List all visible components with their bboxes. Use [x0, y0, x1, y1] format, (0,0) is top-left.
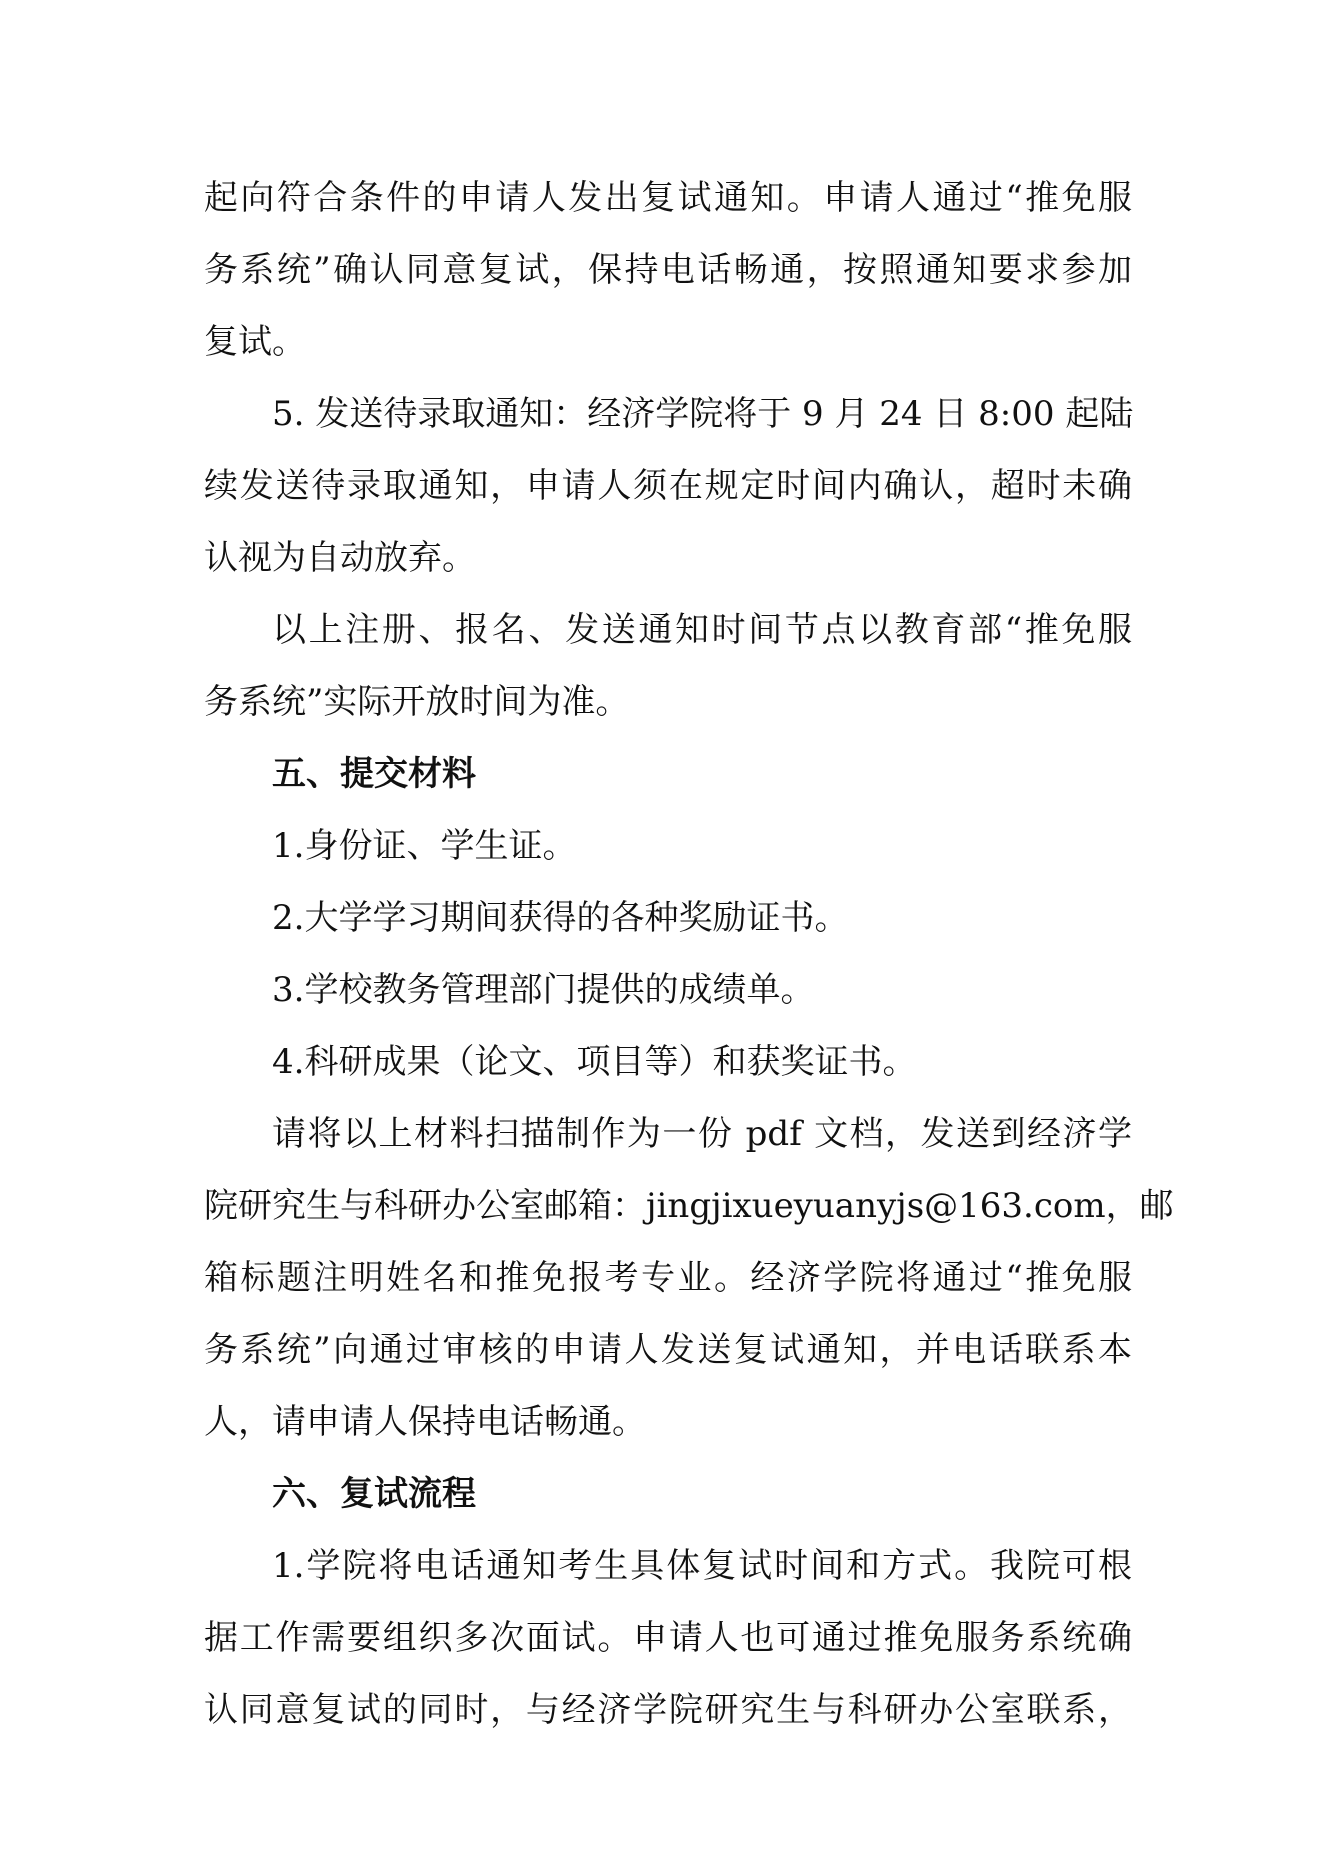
list-item: 1.身份证、学生证。 [272, 826, 577, 866]
paragraph-line: 认同意复试的同时，与经济学院研究生与科研办公室联系， [204, 1690, 1132, 1730]
paragraph-line: 认视为自动放弃。 [204, 538, 476, 578]
paragraph-line: 院研究生与科研办公室邮箱：jingjixueyuanyjs@163.com，邮 [204, 1186, 1174, 1226]
list-item: 4.科研成果（论文、项目等）和获奖证书。 [272, 1042, 917, 1082]
paragraph-line: 据工作需要组织多次面试。申请人也可通过推免服务系统确 [204, 1618, 1132, 1658]
paragraph-line: 5. 发送待录取通知：经济学院将于 9 月 24 日 8:00 起陆 [272, 394, 1134, 434]
paragraph-line: 请将以上材料扫描制作为一份 pdf 文档，发送到经济学 [272, 1114, 1132, 1154]
paragraph-line: 人，请申请人保持电话畅通。 [204, 1402, 646, 1442]
paragraph-line: 起向符合条件的申请人发出复试通知。申请人通过“推免服 [204, 178, 1132, 218]
paragraph-line: 以上注册、报名、发送通知时间节点以教育部“推免服 [272, 610, 1132, 650]
paragraph-line: 续发送待录取通知，申请人须在规定时间内确认，超时未确 [204, 466, 1132, 506]
paragraph-line: 复试。 [204, 322, 306, 362]
paragraph-line: 务系统”确认同意复试，保持电话畅通，按照通知要求参加 [204, 250, 1132, 290]
section-heading: 六、复试流程 [272, 1474, 476, 1514]
document-body [204, 162, 1174, 1746]
list-item: 3.学校教务管理部门提供的成绩单。 [272, 970, 815, 1010]
paragraph-line: 务系统”实际开放时间为准。 [204, 682, 630, 722]
paragraph-line: 箱标题注明姓名和推免报考专业。经济学院将通过“推免服 [204, 1258, 1132, 1298]
paragraph-line: 1.学院将电话通知考生具体复试时间和方式。我院可根 [272, 1546, 1132, 1586]
list-item: 2.大学学习期间获得的各种奖励证书。 [272, 898, 849, 938]
paragraph-line: 务系统”向通过审核的申请人发送复试通知，并电话联系本 [204, 1330, 1132, 1370]
section-heading: 五、提交材料 [272, 754, 476, 794]
